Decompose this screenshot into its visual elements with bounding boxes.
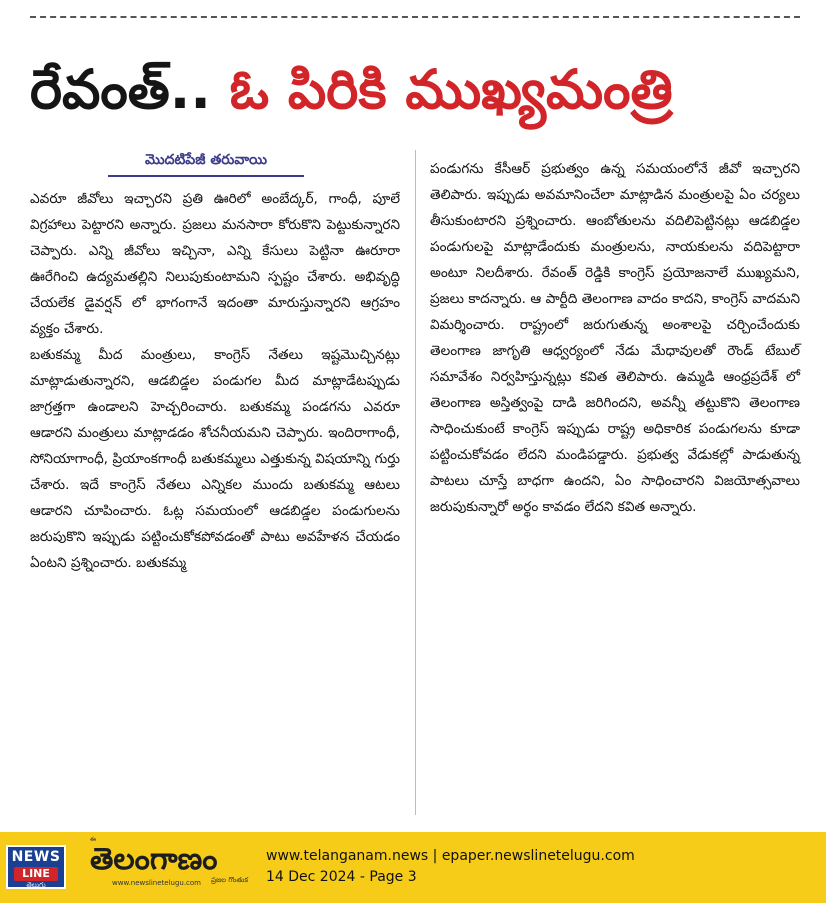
brand-name: తెలంగాణం: [90, 842, 218, 877]
logo-news-text: NEWS: [11, 849, 61, 865]
continuation-kicker: మొదటిపేజీ తరువాయి: [108, 152, 304, 177]
brand-tagline: ప్రజల గొంతుక: [211, 876, 248, 884]
headline-part-red: ఓ పిరికి ముఖ్యమంత్రి: [229, 58, 673, 121]
article-column-2: [430, 156, 800, 520]
footer-info: [266, 846, 635, 888]
telanganam-logo: [90, 836, 250, 892]
footer-bar: [0, 832, 826, 903]
headline: [30, 50, 820, 130]
paragraph: బతుకమ్మ మీద మంత్రులు, కాంగ్రెస్ నేతలు ఇష్టమొచ్చినట్లు మాట్లాడుతున్నారని, ఆడబిడ్డల పండుగల మీద మాట్లాడేటప్పుడు జాగ్రత్తగా ఉండాలని హెచ్చరించారు. బతుకమ్మ పండగను ఎవరూ ఆడారని మంత్రులు మాట్లాడడం శోచనీయమని చెప్పారు. ఇందిరాగాంధీ, సోనియాగాంధీ, ప్రియాంకగాంధీ బతుకమ్మలు ఎత్తుకున్న విషయాన్ని గుర్తు చేశారు. ఇదే కాంగ్రెస్ నేతలు ఎన్నికల ముందు బతుకమ్మ ఆటలు ఆడారని చూపించారు. ఓట్ల సమయంలో ఆడబిడ్డల పండుగులను జరుపుకొని ఇప్పుడు పట్టించుకోకపోవడంతో పాటు అవహేళన చేయడం ఏంటని ప్రశ్నించారు. బతుకమ్మ: [30, 347, 400, 571]
column-divider: [415, 150, 416, 815]
top-dashed-rule: [30, 16, 800, 18]
headline-part-black: రేవంత్..: [30, 58, 230, 121]
paragraph: ఎవరూ జీవోలు ఇచ్చారని ప్రతి ఊరిలో అంబేద్కర్, గాంధీ, పూలే విగ్రహాలు పెట్టారని అన్నారు. ప్రజలు మనసారా కోరుకొని పెట్టుకున్నారని చెప్పారు. ఎన్ని జీవోలు ఇచ్చినా, ఎన్ని కేసులు పెట్టినా ఊరూరా ఊరేగించి ఉద్యమతల్లిని నిలుపుకుంటామని స్పష్టం చేశారు. అభివృద్ధి చేయలేక డైవర్షన్ లో భాగంగానే ఇదంతా మారుస్తున్నారని ఆగ్రహం వ్యక్తం చేశారు.: [30, 191, 400, 337]
footer-date-page: 14 Dec 2024 - Page 3: [266, 869, 417, 885]
logo-line-text: LINE: [14, 867, 58, 881]
brand-small-text: ఈ: [90, 836, 96, 843]
footer-sites: www.telanganam.news | epaper.newslinetelugu.com: [266, 848, 635, 864]
paragraph: పండుగను కేసీఆర్ ప్రభుత్వం ఉన్న సమయంలోనే జీవో ఇచ్చారని తెలిపారు. ఇప్పుడు అవమానించేలా మాట్లాడిన మంత్రులపై ఏం చర్యలు తీసుకుంటారని ప్రశ్నించారు. ఆంబోతులను వదిలిపెట్టినట్లు ఆడబిడ్డల పండుగులపై మాట్లాడేందుకు మంత్రులను, నాయకులను వదిపెట్టారా అంటూ నిలదీశారు. రేవంత్ రెడ్డికి కాంగ్రెస్ ప్రయోజనాలే ముఖ్యమని, ప్రజలు కాదన్నారు. ఆ పార్టీది తెలంగాణ వాదం కాదని, కాంగ్రెస్ వాదమని విమర్శించారు. రాష్ట్రంలో జరుగుతున్న అంశాలపై చర్చించేందుకు తెలంగాణ జాగృతి ఆధ్వర్యంలో నేడు మేధావులతో రౌండ్ టేబుల్ సమావేశం నిర్వహిస్తున్నట్లు కవిత తెలిపారు. ఉమ్మడి ఆంధ్రప్రదేశ్ లో తెలంగాణ అస్తిత్వంపై దాడి జరిగిందని, అవన్నీ తట్టుకొని తెలంగాణ సాధించుకుంటే కాంగ్రెస్ ఇప్పుడు రాష్ట్ర అధికారిక పండుగలను కూడా పట్టించుకోవడం లేదని మండిపడ్డారు. ప్రభుత్వ వేడుకల్లో పాడుతున్న పాటలు చూస్తే బాధగా ఉందని, ఏం సాధించారని విజయోత్సవాలు జరుపుకున్నారో అర్థం కావడం లేదని కవిత అన్నారు.: [430, 161, 800, 515]
newsline-logo: [6, 845, 66, 889]
logo-sub-text: తెలుగు: [26, 881, 46, 889]
article-column-1: [30, 186, 400, 576]
brand-url: www.newslinetelugu.com: [112, 879, 201, 887]
